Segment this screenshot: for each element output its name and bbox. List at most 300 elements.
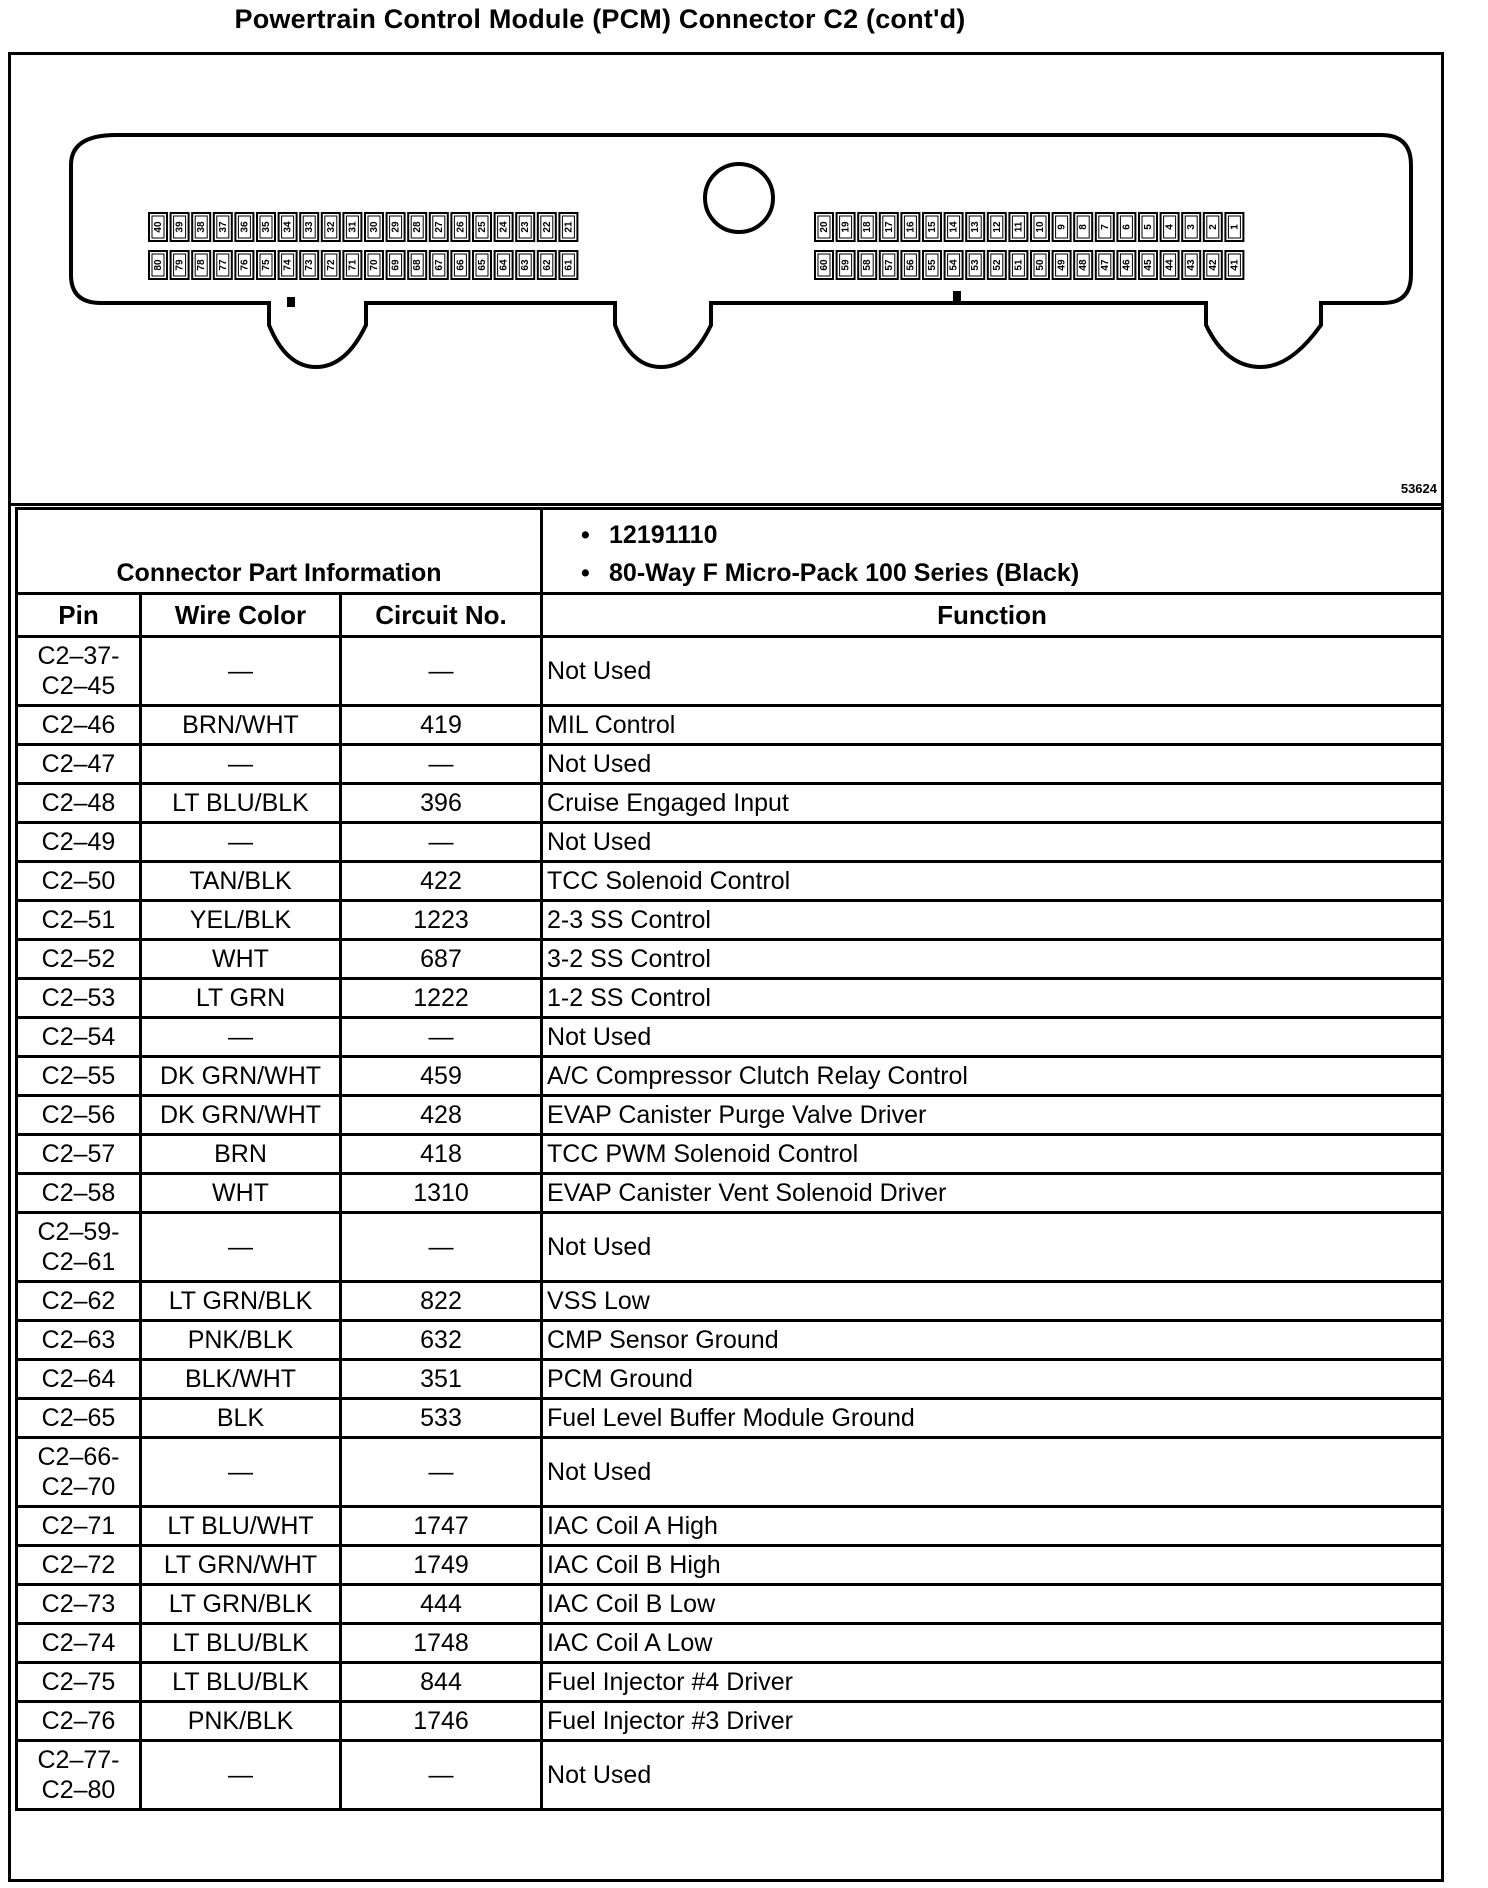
pin-cavity <box>1139 213 1157 241</box>
pin-cavity <box>945 213 963 241</box>
pin-number: 22 <box>541 221 553 233</box>
pin-cavity <box>945 251 963 279</box>
pin-cavity <box>1139 251 1157 279</box>
wire-color-cell: — <box>141 823 341 862</box>
pin-cavity <box>966 213 984 241</box>
part-info-details: • 12191110 • 80-Way F Micro-Pack 100 Series (Black) <box>542 509 1443 594</box>
pin-number: 51 <box>1013 259 1025 271</box>
pin-number: 28 <box>412 221 424 233</box>
pin-cavity <box>1053 251 1071 279</box>
table-row <box>17 706 1443 745</box>
pin-cell: C2–77-C2–80 <box>17 1741 141 1810</box>
pin-number: 76 <box>239 259 251 271</box>
pin-cell: C2–76 <box>17 1702 141 1741</box>
pin-cavity <box>473 213 491 241</box>
pin-cavity <box>257 213 275 241</box>
pin-cavity <box>171 251 189 279</box>
pin-number: 46 <box>1121 259 1133 271</box>
pin-cavity <box>1204 251 1222 279</box>
pin-number: 19 <box>840 221 852 233</box>
function-cell: Fuel Level Buffer Module Ground <box>542 1399 1443 1438</box>
wire-color-cell: LT BLU/BLK <box>141 784 341 823</box>
function-cell: TCC Solenoid Control <box>542 862 1443 901</box>
function-cell: IAC Coil A High <box>542 1507 1443 1546</box>
pin-number: 54 <box>948 259 960 271</box>
pin-cavity <box>1009 213 1027 241</box>
wire-color-cell: BRN/WHT <box>141 706 341 745</box>
pin-cell: C2–51 <box>17 901 141 940</box>
circuit-cell: 418 <box>341 1135 542 1174</box>
table-row <box>17 1096 1443 1135</box>
pin-number: 5 <box>1143 224 1154 230</box>
pin-number: 44 <box>1164 259 1176 271</box>
pin-cell: C2–52 <box>17 940 141 979</box>
pin-number: 17 <box>883 221 895 233</box>
pin-number: 31 <box>347 221 359 233</box>
pin-cavity <box>1031 251 1049 279</box>
connector-center-hole <box>705 164 773 232</box>
pin-cavity <box>451 213 469 241</box>
pin-number: 3 <box>1186 224 1198 230</box>
wire-color-cell: PNK/BLK <box>141 1321 341 1360</box>
pin-cavity <box>559 251 577 279</box>
pin-number: 73 <box>304 259 316 271</box>
pin-cavity <box>1053 213 1071 241</box>
wire-color-cell: DK GRN/WHT <box>141 1057 341 1096</box>
function-cell: Not Used <box>542 637 1443 706</box>
table-row <box>17 901 1443 940</box>
pin-cavity <box>1096 251 1114 279</box>
pin-cavity <box>149 213 167 241</box>
wire-color-cell: DK GRN/WHT <box>141 1096 341 1135</box>
pin-cell: C2–47 <box>17 745 141 784</box>
pin-cavity <box>300 251 318 279</box>
table-row <box>17 1018 1443 1057</box>
pin-number: 78 <box>196 259 208 271</box>
circuit-cell: — <box>341 637 542 706</box>
function-cell: TCC PWM Solenoid Control <box>542 1135 1443 1174</box>
wire-color-cell: — <box>141 1213 341 1282</box>
pin-cavity <box>343 213 361 241</box>
circuit-cell: — <box>341 745 542 784</box>
pin-number: 2 <box>1207 224 1219 230</box>
pin-cavity <box>235 213 253 241</box>
table-row <box>17 1360 1443 1399</box>
wire-color-cell: LT GRN/BLK <box>141 1585 341 1624</box>
pin-cavity <box>430 251 448 279</box>
function-cell: Fuel Injector #4 Driver <box>542 1663 1443 1702</box>
pin-cavity <box>192 251 210 279</box>
table-row <box>17 1282 1443 1321</box>
connector-frame <box>8 52 1444 1882</box>
pin-number: 56 <box>905 259 917 271</box>
table-row <box>17 940 1443 979</box>
pin-cavity <box>901 213 919 241</box>
function-cell: 3-2 SS Control <box>542 940 1443 979</box>
pin-number: 21 <box>563 221 575 233</box>
pin-cell: C2–56 <box>17 1096 141 1135</box>
pin-cavity <box>1182 251 1200 279</box>
pin-cavity <box>815 251 833 279</box>
wire-color-cell: — <box>141 637 341 706</box>
pin-cavity <box>858 251 876 279</box>
pin-number: 66 <box>455 259 467 271</box>
pin-number: 35 <box>261 221 272 233</box>
pin-cell: C2–66-C2–70 <box>17 1438 141 1507</box>
wire-color-cell: — <box>141 1741 341 1810</box>
circuit-cell: — <box>341 1741 542 1810</box>
pin-marker-right <box>953 291 961 301</box>
wire-color-cell: BLK <box>141 1399 341 1438</box>
pin-number: 26 <box>455 221 467 233</box>
pin-number: 74 <box>282 259 294 271</box>
pin-number: 68 <box>412 259 424 271</box>
pin-cavity <box>192 213 210 241</box>
circuit-cell: 1747 <box>341 1507 542 1546</box>
wire-color-cell: LT GRN/BLK <box>141 1282 341 1321</box>
function-cell: VSS Low <box>542 1282 1443 1321</box>
table-row <box>17 1663 1443 1702</box>
function-cell: Fuel Injector #3 Driver <box>542 1702 1443 1741</box>
pin-number: 48 <box>1078 259 1090 271</box>
header-function: Function <box>542 594 1443 637</box>
wire-color-cell: WHT <box>141 1174 341 1213</box>
pin-cavity <box>495 213 513 241</box>
pin-cavity <box>1204 213 1222 241</box>
pin-cavity <box>923 213 941 241</box>
wire-color-cell: LT BLU/BLK <box>141 1663 341 1702</box>
pin-cavity <box>408 213 426 241</box>
circuit-cell: 422 <box>341 862 542 901</box>
pin-cavity <box>214 251 232 279</box>
wire-color-cell: YEL/BLK <box>141 901 341 940</box>
part-description: 80-Way F Micro-Pack 100 Series (Black) <box>609 559 1080 587</box>
pin-cavity <box>365 213 383 241</box>
pin-cell: C2–49 <box>17 823 141 862</box>
table-row <box>17 823 1443 862</box>
pin-cavity <box>495 251 513 279</box>
pin-number: 49 <box>1056 259 1068 271</box>
pin-number: 20 <box>819 221 830 233</box>
circuit-cell: 1223 <box>341 901 542 940</box>
pin-number: 11 <box>1013 221 1025 233</box>
pin-number: 62 <box>541 259 553 271</box>
pin-number: 80 <box>153 259 164 271</box>
circuit-cell: 459 <box>341 1057 542 1096</box>
wire-color-cell: LT GRN <box>141 979 341 1018</box>
table-row <box>17 1438 1443 1507</box>
pin-number: 64 <box>498 259 510 271</box>
pin-cavity <box>559 213 577 241</box>
table-row <box>17 862 1443 901</box>
pin-cell: C2–50 <box>17 862 141 901</box>
pin-number: 23 <box>520 221 532 233</box>
pin-number: 16 <box>905 221 917 233</box>
wire-color-cell: — <box>141 1018 341 1057</box>
pin-number: 37 <box>217 221 229 233</box>
function-cell: EVAP Canister Vent Solenoid Driver <box>542 1174 1443 1213</box>
pin-cavity <box>1031 213 1049 241</box>
wire-color-cell: PNK/BLK <box>141 1702 341 1741</box>
pin-cavity <box>837 251 855 279</box>
pin-cavity <box>473 251 491 279</box>
pin-cell: C2–64 <box>17 1360 141 1399</box>
part-number: 12191110 <box>609 521 718 549</box>
pin-number: 29 <box>390 221 402 233</box>
pin-cavity <box>387 251 405 279</box>
pin-cavity <box>343 251 361 279</box>
circuit-cell: 428 <box>341 1096 542 1135</box>
circuit-cell: 1222 <box>341 979 542 1018</box>
pin-number: 18 <box>862 221 874 233</box>
pin-number: 13 <box>970 221 982 233</box>
pin-cell: C2–53 <box>17 979 141 1018</box>
table-row <box>17 1057 1443 1096</box>
part-info-label: Connector Part Information <box>17 509 542 594</box>
pin-cell: C2–62 <box>17 1282 141 1321</box>
pin-cavity <box>1096 213 1114 241</box>
pin-number: 55 <box>927 259 938 271</box>
pin-cavity <box>923 251 941 279</box>
table-row <box>17 637 1443 706</box>
pin-number: 32 <box>325 221 337 233</box>
pin-cavity <box>322 251 340 279</box>
pin-cavity <box>901 251 919 279</box>
pin-cavity <box>408 251 426 279</box>
function-cell: IAC Coil B Low <box>542 1585 1443 1624</box>
pin-cavity <box>257 251 275 279</box>
function-cell: A/C Compressor Clutch Relay Control <box>542 1057 1443 1096</box>
pin-number: 67 <box>433 259 445 271</box>
header-circuit: Circuit No. <box>341 594 542 637</box>
pin-cavity <box>365 251 383 279</box>
pin-cavity <box>1161 251 1179 279</box>
pin-number: 39 <box>174 221 186 233</box>
circuit-cell: 396 <box>341 784 542 823</box>
wire-color-cell: — <box>141 745 341 784</box>
circuit-cell: 1746 <box>341 1702 542 1741</box>
pin-cavity <box>858 213 876 241</box>
pin-cavity <box>322 213 340 241</box>
function-cell: EVAP Canister Purge Valve Driver <box>542 1096 1443 1135</box>
pin-cavity <box>1225 213 1243 241</box>
pin-number: 8 <box>1078 224 1090 230</box>
pin-cell: C2–37-C2–45 <box>17 637 141 706</box>
wire-color-cell: TAN/BLK <box>141 862 341 901</box>
table-row <box>17 1624 1443 1663</box>
pin-number: 50 <box>1035 259 1046 271</box>
pin-number: 75 <box>261 259 272 271</box>
pin-cavity <box>235 251 253 279</box>
pin-number: 24 <box>498 221 510 233</box>
pin-cavity <box>451 251 469 279</box>
pin-number: 70 <box>369 259 380 271</box>
function-cell: Not Used <box>542 745 1443 784</box>
circuit-cell: — <box>341 1213 542 1282</box>
pin-cavity <box>516 213 534 241</box>
pin-number: 47 <box>1099 259 1111 271</box>
pin-cavity <box>171 213 189 241</box>
pin-number: 59 <box>840 259 852 271</box>
pin-number: 61 <box>563 259 575 271</box>
pin-number: 25 <box>477 221 488 233</box>
pin-cavity <box>880 251 898 279</box>
function-cell: Not Used <box>542 1018 1443 1057</box>
figure-number: 53624 <box>1400 481 1437 496</box>
wire-color-cell: LT BLU/BLK <box>141 1624 341 1663</box>
pin-cell: C2–55 <box>17 1057 141 1096</box>
table-row <box>17 1174 1443 1213</box>
table-row <box>17 1213 1443 1282</box>
table-row <box>17 1702 1443 1741</box>
table-row <box>17 1585 1443 1624</box>
pin-number: 7 <box>1099 224 1111 230</box>
table-row <box>17 1399 1443 1438</box>
pin-number: 4 <box>1164 224 1176 230</box>
table-row <box>17 1741 1443 1810</box>
pin-marker-left <box>287 297 295 307</box>
pin-cavity <box>1225 251 1243 279</box>
circuit-cell: 687 <box>341 940 542 979</box>
circuit-cell: 444 <box>341 1585 542 1624</box>
pin-number: 10 <box>1035 221 1046 233</box>
pin-number: 65 <box>477 259 488 271</box>
pin-number: 57 <box>883 259 895 271</box>
pin-number: 63 <box>520 259 532 271</box>
pin-cavity <box>538 251 556 279</box>
table-row <box>17 1321 1443 1360</box>
function-cell: Not Used <box>542 1438 1443 1507</box>
circuit-cell: 419 <box>341 706 542 745</box>
function-cell: IAC Coil B High <box>542 1546 1443 1585</box>
connector-face-drawing <box>11 55 1441 503</box>
pin-cavity <box>988 213 1006 241</box>
pin-cavity <box>214 213 232 241</box>
pin-number: 34 <box>282 221 294 233</box>
pin-number: 30 <box>369 221 380 233</box>
pin-cavity <box>516 251 534 279</box>
wire-color-cell: LT BLU/WHT <box>141 1507 341 1546</box>
pin-cavity <box>1117 213 1135 241</box>
table-row <box>17 745 1443 784</box>
pin-cavity <box>279 251 297 279</box>
wire-color-cell: BRN <box>141 1135 341 1174</box>
circuit-cell: 1749 <box>341 1546 542 1585</box>
pin-number: 15 <box>927 221 938 233</box>
page-title: Powertrain Control Module (PCM) Connector C2 (cont'd) <box>234 4 966 34</box>
pin-number: 42 <box>1207 259 1219 271</box>
pin-number: 77 <box>217 259 229 271</box>
circuit-cell: — <box>341 1438 542 1507</box>
pin-cavity <box>149 251 167 279</box>
pin-number: 1 <box>1229 224 1241 230</box>
pin-cell: C2–63 <box>17 1321 141 1360</box>
pin-cavity <box>837 213 855 241</box>
pin-number: 38 <box>196 221 208 233</box>
pin-number: 43 <box>1186 259 1198 271</box>
function-cell: 1-2 SS Control <box>542 979 1443 1018</box>
function-cell: Not Used <box>542 1741 1443 1810</box>
pin-cavity <box>1009 251 1027 279</box>
circuit-cell: 1748 <box>341 1624 542 1663</box>
wire-color-cell: — <box>141 1438 341 1507</box>
circuit-cell: 351 <box>341 1360 542 1399</box>
pin-number: 52 <box>991 259 1003 271</box>
pin-number: 58 <box>862 259 874 271</box>
pin-cavity <box>279 213 297 241</box>
table-row <box>17 979 1443 1018</box>
pin-cell: C2–71 <box>17 1507 141 1546</box>
wire-color-cell: WHT <box>141 940 341 979</box>
pin-cavity <box>538 213 556 241</box>
table-row <box>17 784 1443 823</box>
circuit-cell: 844 <box>341 1663 542 1702</box>
wire-color-cell: BLK/WHT <box>141 1360 341 1399</box>
pin-cell: C2–73 <box>17 1585 141 1624</box>
circuit-cell: 533 <box>341 1399 542 1438</box>
pin-cavity <box>815 213 833 241</box>
circuit-cell: — <box>341 823 542 862</box>
function-cell: MIL Control <box>542 706 1443 745</box>
function-cell: Not Used <box>542 1213 1443 1282</box>
table-row <box>17 1546 1443 1585</box>
pinout-table <box>15 507 1444 1811</box>
pin-number: 12 <box>991 221 1003 233</box>
function-cell: CMP Sensor Ground <box>542 1321 1443 1360</box>
pin-cell: C2–48 <box>17 784 141 823</box>
wire-color-cell: LT GRN/WHT <box>141 1546 341 1585</box>
pin-number: 9 <box>1056 224 1068 230</box>
function-cell: PCM Ground <box>542 1360 1443 1399</box>
pin-cavity <box>1074 251 1092 279</box>
pin-cavity <box>387 213 405 241</box>
pin-number: 79 <box>174 259 186 271</box>
function-cell: IAC Coil A Low <box>542 1624 1443 1663</box>
function-cell: 2-3 SS Control <box>542 901 1443 940</box>
pin-cavity <box>1117 251 1135 279</box>
pin-cell: C2–75 <box>17 1663 141 1702</box>
pin-number: 45 <box>1143 259 1154 271</box>
pin-cavity <box>1161 213 1179 241</box>
pin-number: 72 <box>325 259 337 271</box>
circuit-cell: 632 <box>341 1321 542 1360</box>
circuit-cell: 1310 <box>341 1174 542 1213</box>
pin-number: 36 <box>239 221 251 233</box>
pin-cavity <box>300 213 318 241</box>
pin-number: 14 <box>948 221 960 233</box>
circuit-cell: 822 <box>341 1282 542 1321</box>
header-wire-color: Wire Color <box>141 594 341 637</box>
pin-cavity <box>430 213 448 241</box>
pin-cell: C2–54 <box>17 1018 141 1057</box>
pin-cavity <box>966 251 984 279</box>
pin-cell: C2–74 <box>17 1624 141 1663</box>
pin-number: 6 <box>1121 224 1133 230</box>
pin-number: 33 <box>304 221 316 233</box>
pin-cavity <box>880 213 898 241</box>
pin-number: 71 <box>347 259 359 271</box>
pin-cavity <box>1182 213 1200 241</box>
pin-number: 40 <box>153 221 164 233</box>
header-pin: Pin <box>17 594 141 637</box>
table-row <box>17 1507 1443 1546</box>
connector-diagram <box>11 55 1441 506</box>
pin-cell: C2–58 <box>17 1174 141 1213</box>
pin-number: 60 <box>819 259 830 271</box>
pin-number: 41 <box>1229 259 1241 271</box>
pin-cell: C2–65 <box>17 1399 141 1438</box>
pin-number: 27 <box>433 221 445 233</box>
